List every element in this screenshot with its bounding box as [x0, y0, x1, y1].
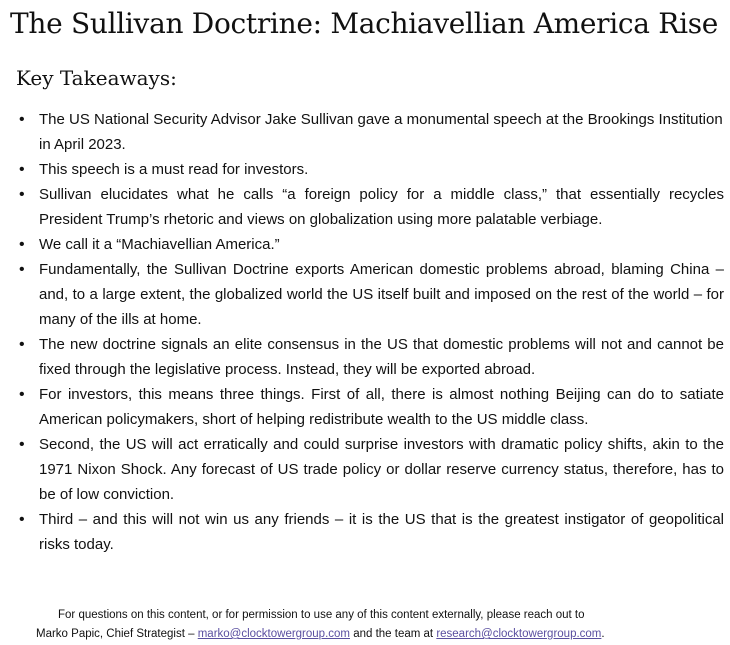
footer-line-1: For questions on this content, or for permission to use any of this content externally, please reach out to: [58, 609, 585, 621]
marko-email-link[interactable]: marko@clocktowergroup.com: [197, 628, 350, 640]
takeaway-item: • We call it a “Machiavellian America.”: [14, 232, 724, 257]
takeaway-item: • Sullivan elucidates what he calls “a foreign policy for a middle class,” that essentially recycles President Trump’s rhetoric and views on globalization using more palatable verbiage.: [14, 182, 724, 232]
contact-footer: [0, 606, 730, 644]
takeaway-item: • Second, the US will act erratically and could surprise investors with dramatic policy shifts, akin to the 1971 Nixon Shock. Any forecast of US trade policy or dollar reserve currency status, therefore, has to be of low conviction.: [14, 432, 724, 507]
takeaway-item: • Fundamentally, the Sullivan Doctrine exports American domestic problems abroad, blaming China – and, to a large extent, the globalized world the US itself built and imposed on the rest of the world – for many of the ills at home.: [14, 257, 724, 332]
document-title: The Sullivan Doctrine: Machiavellian America Rise: [10, 7, 719, 40]
footer-line-2: [0, 625, 730, 644]
footer-contact-middle: and the team at: [350, 628, 437, 640]
key-takeaways-heading: Key Takeaways:: [16, 66, 177, 90]
takeaways-list: [14, 107, 724, 557]
footer-contact-prefix: Marko Papic, Chief Strategist –: [36, 628, 198, 640]
takeaway-item: • Third – and this will not win us any friends – it is the US that is the greatest instigator of geopolitical risks today.: [14, 507, 724, 557]
takeaway-item: • The US National Security Advisor Jake Sullivan gave a monumental speech at the Brookings Institution in April 2023.: [14, 107, 724, 157]
takeaway-item: • This speech is a must read for investors.: [14, 157, 724, 182]
takeaway-item: • For investors, this means three things. First of all, there is almost nothing Beijing can do to satiate American policymakers, short of helping redistribute wealth to the US middle class.: [14, 382, 724, 432]
takeaway-item: • The new doctrine signals an elite consensus in the US that domestic problems will not and cannot be fixed through the legislative process. Instead, they will be exported abroad.: [14, 332, 724, 382]
footer-contact-suffix: .: [601, 628, 605, 640]
research-email-link[interactable]: research@clocktowergroup.com: [436, 628, 602, 640]
